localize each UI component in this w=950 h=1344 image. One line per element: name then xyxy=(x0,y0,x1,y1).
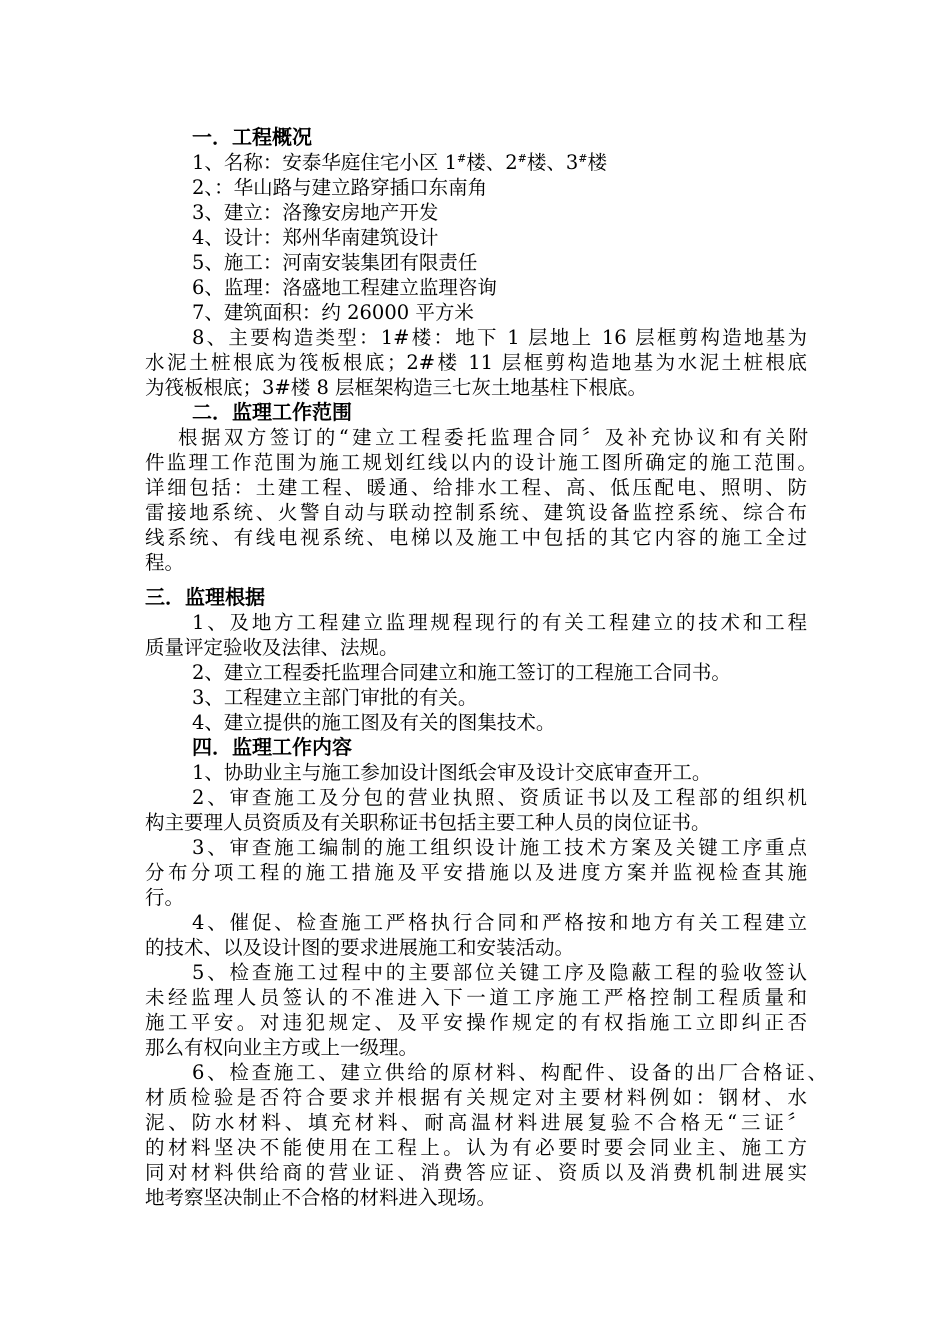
basis-item-line: 质量评定验收及法律、法规。 xyxy=(145,636,399,659)
overview-item-structure-line: 为筏板根底；3#楼 8 层框架构造三七灰土地基柱下根底。 xyxy=(145,376,648,399)
work-content-line: 施工平安。对违犯规定、及平安操作规定的有权指施工立即纠正否 xyxy=(145,1011,807,1034)
work-content-line: 地考察坚决制止不合格的材料进入现场。 xyxy=(145,1186,497,1209)
item-text: 楼、2 xyxy=(466,151,518,174)
basis-item-line: 3、工程建立主部门审批的有关。 xyxy=(192,686,478,709)
scope-paragraph-line: 件监理工作范围为施工规划红线以内的设计施工图所确定的施工范围。 xyxy=(145,451,817,474)
work-content-line: 材质检验是否符合要求并根据有关规定对主要材料例如：钢材、水 xyxy=(145,1086,807,1109)
scope-paragraph-line: 雷接地系统、火警自动与联动控制系统、建筑设备监控系统、综合布 xyxy=(145,501,807,524)
work-content-line: 泥、防水材料、填充材料、耐高温材料进展复验不合格无“三证〞 xyxy=(145,1111,807,1134)
work-content-line: 的技术、以及设计图的要求进展施工和安装活动。 xyxy=(145,936,575,959)
basis-item-line: 2、建立工程委托监理合同建立和施工签订的工程施工合同书。 xyxy=(192,661,731,684)
work-content-line: 3、审查施工编制的施工组织设计施工技术方案及关键工序重点 xyxy=(192,836,807,859)
item-text: 楼 xyxy=(587,151,608,174)
section-heading-basis: 三．监理根据 xyxy=(145,585,265,609)
overview-item-builder: 3、建立：洛豫安房地产开发 xyxy=(192,201,439,224)
overview-item-location: 2、：华山路与建立路穿插口东南角 xyxy=(192,176,488,199)
scope-paragraph-line: 线系统、有线电视系统、电梯以及施工中包括的其它内容的施工全过 xyxy=(145,526,807,549)
work-content-line: 5、检查施工过程中的主要部位关键工序及隐蔽工程的验收签认 xyxy=(192,961,807,984)
overview-item-structure-line: 8、主要构造类型：1#楼：地下 1 层地上 16 层框剪构造地基为 xyxy=(192,326,807,349)
item-text: 楼、3 xyxy=(526,151,579,174)
overview-item-supervision: 6、监理：洛盛地工程建立监理咨询 xyxy=(192,276,497,299)
superscript-hash: # xyxy=(457,152,467,165)
overview-item-structure-line: 水泥土桩根底为筏板根底；2#楼 11 层框剪构造地基为水泥土桩根底 xyxy=(145,351,807,374)
work-content-line: 1、协助业主与施工参加设计图纸会审及设计交底审查开工。 xyxy=(192,761,712,784)
superscript-hash: # xyxy=(517,152,527,165)
work-content-line: 的材料坚决不能使用在工程上。认为有必要时要会同业主、施工方 xyxy=(145,1136,807,1159)
section-heading-scope: 二．监理工作范围 xyxy=(192,400,352,424)
work-content-line: 4、催促、检查施工严格执行合同和严格按和地方有关工程建立 xyxy=(192,911,807,934)
work-content-line: 2、审查施工及分包的营业执照、资质证书以及工程部的组织机 xyxy=(192,786,807,809)
scope-paragraph-line: 程。 xyxy=(145,551,185,574)
work-content-line: 同对材料供给商的营业证、消费答应证、资质以及消费机制进展实 xyxy=(145,1161,807,1184)
section-heading-overview: 一．工程概况 xyxy=(192,125,312,149)
basis-item-line: 4、建立提供的施工图及有关的图集技术。 xyxy=(192,711,556,734)
overview-item-construction: 5、施工：河南安装集团有限责任 xyxy=(192,251,478,274)
work-content-line: 构主要理人员资质及有关职称证书包括主要工种人员的岗位证书。 xyxy=(145,811,711,834)
overview-item-design: 4、设计：郑州华南建筑设计 xyxy=(192,226,439,249)
scope-paragraph-line: 详细包括：土建工程、暖通、给排水工程、高、低压配电、照明、防 xyxy=(145,476,807,499)
scope-paragraph-line: 根据双方签订的“建立工程委托监理合同〞及补充协议和有关附 xyxy=(178,426,808,449)
overview-item-name xyxy=(192,150,857,175)
superscript-hash: # xyxy=(578,152,588,165)
work-content-line: 分布分项工程的施工措施及平安措施以及进度方案并监视检查其施 xyxy=(145,861,807,884)
work-content-line: 6、检查施工、建立供给的原材料、构配件、设备的出厂合格证、 xyxy=(192,1061,827,1084)
item-text: 1、名称：安泰华庭住宅小区 1 xyxy=(192,151,458,174)
work-content-line: 那么有权向业主方或上一级理。 xyxy=(145,1036,419,1059)
overview-item-area: 7、建筑面积：约 26000 平方米 xyxy=(192,301,474,324)
basis-item-line: 1、及地方工程建立监理规程现行的有关工程建立的技术和工程 xyxy=(192,611,807,634)
section-heading-work-content: 四．监理工作内容 xyxy=(192,735,352,759)
work-content-line: 未经监理人员签认的不准进入下一道工序施工严格控制工程质量和 xyxy=(145,986,807,1009)
work-content-line: 行。 xyxy=(145,886,185,909)
